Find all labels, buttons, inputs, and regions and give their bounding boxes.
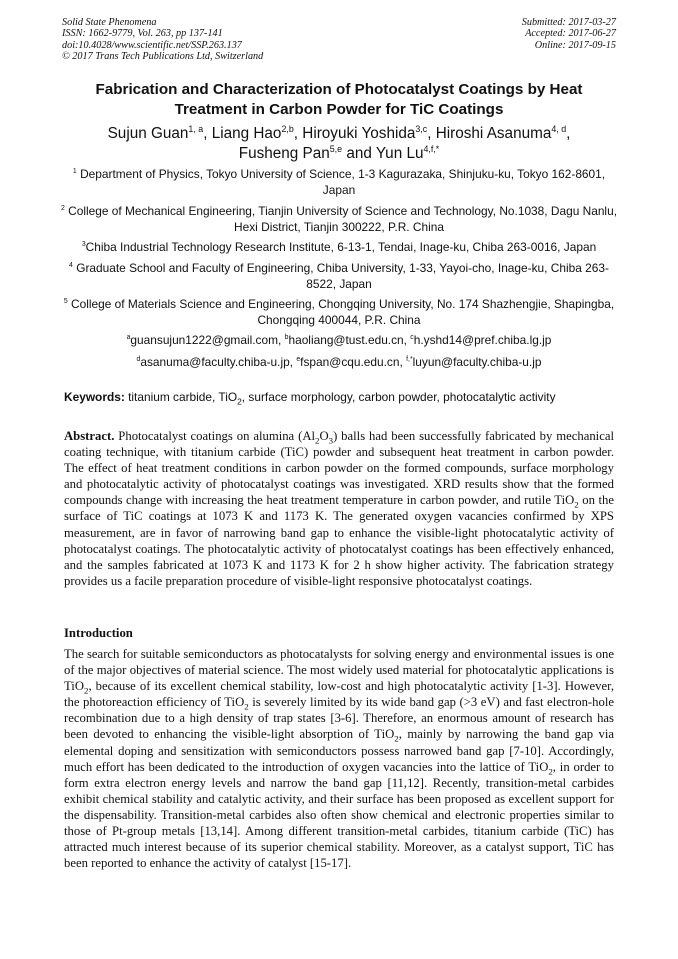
author-affiliation-mark: 4, d [551,123,567,134]
text-run: , in order to form extra electron energy levels and narrow the band gap [11,12]. Recently, transition-metal carbides exhibit chemical stability and catalytic activity, and their surface has been proposed as excellent support for the dispensability. Transition-metal carbides also often show chemical and electronic properties similar to those of Pt-group metals [13,14]. Among different transition-metal carbides, titanium carbide (TiC) has attracted much interest because of its superior chemical stability. Moreover, as a catalyst support, TiC has been reported to enhance the activity of catalyst [15-17]. [64,759,614,871]
keywords-subscript: 2 [237,396,242,407]
introduction-paragraph [64,646,614,871]
journal-info [62,17,263,62]
author-email: guansujun1222@gmail.com, [130,333,285,347]
text-run: ) balls had been successfully fabricated by mechanical coating technique, with titanium carbide (TiC) powder and subsequent heat treatment in carbon powder. The effect of heat treatment conditions in carbon powder on the formed compounds, surface morphology and photocatalytic activity of photocatalyst coatings was investigated. XRD results show that the formed compounds change with increasing the heat treatment temperature in carbon powder, and rutile TiO [64,429,614,508]
affiliation-text: College of Mechanical Engineering, Tianjin University of Science and Technology, No.1038, Dagu Nanlu, Hexi District, Tianjin 300222, P.R. China [68,204,617,234]
subscript: 2 [574,499,579,510]
date-online: Online: 2017-09-15 [534,39,616,51]
text-run: on the surface of TiC coatings at 1073 K and 1173 K. The generated oxygen vacancies confirmed by XPS measurement, are in favor of narrowing band gap to enhance the visible-light photocatalytic activity of photocatalyst coatings. The photocatalytic activity of photocatalyst coatings has been effectively enhanced, and the samples fabricated at 1073 K and 1173 K for 2 h show higher activity. The fabrication strategy provides us a facile preparation procedure of visible-light responsive photocatalyst coatings. [64,493,614,588]
text-run: Photocatalyst coatings on alumina (Al [114,429,316,443]
affiliation-number: 1 [72,168,77,176]
publication-dates [522,17,616,51]
text-run: is severely limited by its wide band gap (>3 eV) and fast electron-hole recombination due to a high density of trap states [3-6]. Therefore, an enormous amount of research has been devoted to enhancing the visible-light absorption of TiO [64,695,614,742]
author-email: haoliang@tust.edu.cn, [288,333,411,347]
journal-name: Solid State Phenomena [62,17,157,28]
text-run: , mainly by narrowing the band gap via elemental doping and sensitization with semiconductors possess narrowed band gap [7-10]. Accordingly, much effort has been dedicated to the introduction of oxygen vacancies into the lattice of TiO [64,727,614,774]
abstract-body [64,429,614,588]
text-run: , because of its excellent chemical stability, low-cost and high photocatalytic activity [1-3]. However, the photoreaction efficiency of TiO [64,679,614,710]
subscript: 2 [394,734,399,744]
author-name: Liang Hao [211,125,282,142]
journal-doi: doi:10.4028/www.scientific.net/SSP.263.137 [62,39,242,51]
author-email: fspan@cqu.edu.cn, [300,355,407,369]
text-run: The search for suitable semiconductors as photocatalysts for solving energy and environmental issues is one of the major objectives of material science. The most widely used material for photocatalytic applications is TiO [64,647,614,694]
email-mark: e [296,356,301,364]
author-affiliation-mark: 4,f,* [423,143,440,154]
affiliation-number: 3 [81,241,86,249]
author-name: Fusheng Pan [238,145,330,162]
author-name: Yun Lu [375,145,424,162]
subscript: 2 [244,701,249,712]
author-affiliation-mark: 3,c [415,123,428,134]
affiliation-3 [60,240,618,256]
keywords-text: titanium carbide, TiO [124,390,238,404]
email-mark: c [410,334,414,342]
affiliation-1 [60,167,618,198]
text-run: O [319,429,329,443]
author-separator: , [566,125,571,142]
subscript: 2 [315,435,320,446]
section-heading-introduction: Introduction [64,626,133,640]
email-mark: d [136,356,141,364]
keywords [64,390,616,409]
journal-copyright: © 2017 Trans Tech Publications Ltd, Switzerland [62,50,264,62]
affiliation-number: 5 [63,298,68,306]
author-name: Sujun Guan [107,125,189,142]
email-line-2 [60,355,618,371]
email-mark: f,* [406,356,413,364]
affiliation-text: Department of Physics, Tokyo University of Science, 1-3 Kagurazaka, Shinjuku-ku, Tokyo 162-8601, Japan [80,167,606,197]
affiliation-text: Graduate School and Faculty of Engineering, Chiba University, 1-33, Yayoi-cho, Inage-ku, Chiba 263-8522, Japan [76,261,609,291]
keywords-text: , surface morphology, carbon powder, photocatalytic activity [241,390,556,404]
affiliation-number: 4 [69,262,73,270]
author-email: h.yshd14@pref.chiba.lg.jp [413,333,552,347]
email-mark: b [284,334,289,342]
journal-issn: ISSN: 1662-9779, Vol. 263, pp 137-141 [62,28,223,40]
author-affiliation-mark: 5,e [329,143,343,154]
date-accepted: Accepted: 2017-06-27 [525,28,616,40]
email-line-1 [60,333,618,349]
author-name: Hiroshi Asanuma [435,125,552,142]
subscript: 2 [548,766,553,777]
abstract-label: Abstract. [64,429,115,443]
affiliation-4 [60,261,618,292]
keywords-label: Keywords: [64,390,125,404]
affiliation-text: Chiba Industrial Technology Research Institute, 6-13-1, Tendai, Inage-ku, Chiba 263-0016, Japan [85,240,597,254]
affiliation-text: College of Materials Science and Engineering, Chongqing University, No. 174 Shazhengjie, Shapingba, Chongqing 400044, P.R. China [71,297,615,327]
author-affiliation-mark: 2,b [281,123,294,134]
author-separator: and [342,145,376,162]
author-affiliation-mark: 1, a [188,123,204,134]
affiliation-5 [60,297,618,328]
paper-title-line-2: Treatment in Carbon Powder for TiC Coatings [174,101,504,118]
author-separator: , [293,125,303,142]
author-email: asanuma@faculty.chiba-u.jp, [140,355,297,369]
date-submitted: Submitted: 2017-03-27 [521,17,616,28]
abstract [64,428,614,589]
author-separator: , [203,125,212,142]
author-name: Hiroyuki Yoshida [302,125,416,142]
paper-title [60,80,618,120]
paper-title-line-1: Fabrication and Characterization of Photocatalyst Coatings by Heat [95,81,583,98]
affiliation-2 [60,204,618,235]
subscript: 3 [328,435,334,446]
author-list [60,124,618,164]
subscript: 2 [84,685,89,696]
author-separator: , [427,125,436,142]
author-email: luyun@faculty.chiba-u.jp [412,355,542,369]
affiliation-number: 2 [61,205,65,213]
email-mark: a [126,334,131,342]
